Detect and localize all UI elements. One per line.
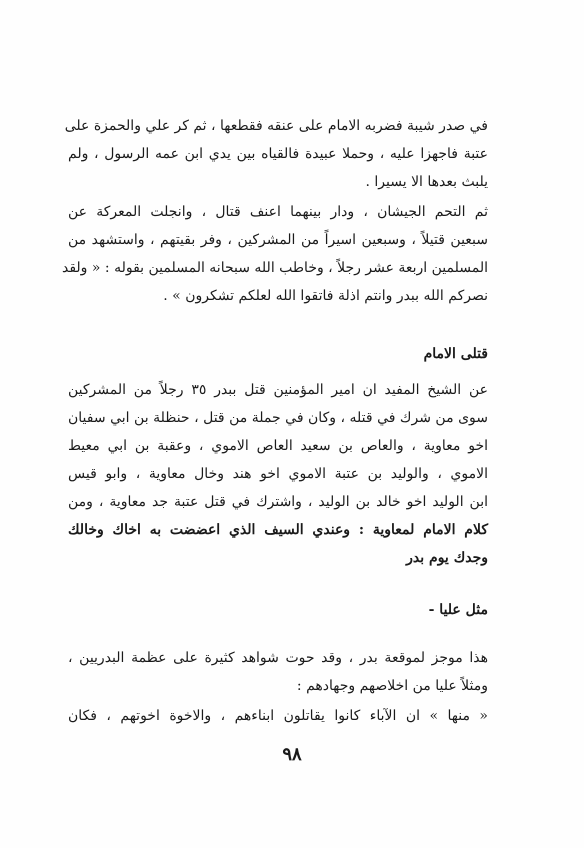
page-number: ٩٨	[282, 744, 302, 765]
section-heading: قتلى الامام	[423, 346, 488, 362]
text-line: المسلمين اربعة عشر رجلاً ، وخاطب الله سبحانه المسلمين بقوله : « ولقد	[61, 260, 488, 276]
text-line: سوى من شرك في قتله ، وكان في جملة من قتل ، حنظلة بن ابي سفيان	[68, 410, 488, 426]
text-line: ثم التحم الجيشان ، ودار بينهما اعنف قتال ، وانجلت المعركة عن	[68, 204, 488, 220]
text-line: ومثلاً عليا من اخلاصهم وجهادهم :	[296, 678, 488, 694]
text-line: سبعين قتيلاً ، وسبعين اسيراً من المشركين ، وفر بقيتهم ، واستشهد من	[68, 232, 488, 248]
text-line: يلبث بعدها الا يسيرا .	[365, 174, 488, 190]
text-line: الاموي ، والوليد بن عتبة الاموي اخو هند وخال معاوية ، وابو قيس	[68, 466, 488, 482]
text-line: ابن الوليد اخو خالد بن الوليد ، واشترك في قتل عتبة جد معاوية ، ومن	[68, 494, 488, 510]
text-line: كلام الامام لمعاوية : وعندي السيف الذي اعضضت به اخاك وخالك	[68, 522, 488, 538]
text-line: عتبة فاجهزا عليه ، وحملا عبيدة فالقياه بين يدي ابن عمه الرسول ، ولم	[68, 146, 488, 162]
section-heading: مثل عليا -	[428, 602, 488, 618]
text-line: وجدك يوم بدر	[406, 550, 488, 566]
text-line: عن الشيخ المفيد ان امير المؤمنين قتل ببدر ٣٥ رجلاً من المشركين	[68, 382, 488, 398]
text-line: « منها » ان الآباء كانوا يقاتلون ابناءهم ، والاخوة اخوتهم ، فكان	[68, 708, 488, 724]
text-line: في صدر شيبة فضربه الامام على عنقه فقطعها ، ثم كر علي والحمزة على	[64, 118, 488, 134]
text-line: هذا موجز لموقعة بدر ، وقد حوت شواهد كثيرة على عظمة البدريين ،	[68, 650, 488, 666]
text-line: اخو معاوية ، والعاص بن سعيد العاص الاموي ، وعقبة بن ابي معيط	[68, 438, 488, 454]
text-line: نصركم الله ببدر وانتم اذلة فاتقوا الله لعلكم تشكرون » .	[163, 288, 488, 304]
